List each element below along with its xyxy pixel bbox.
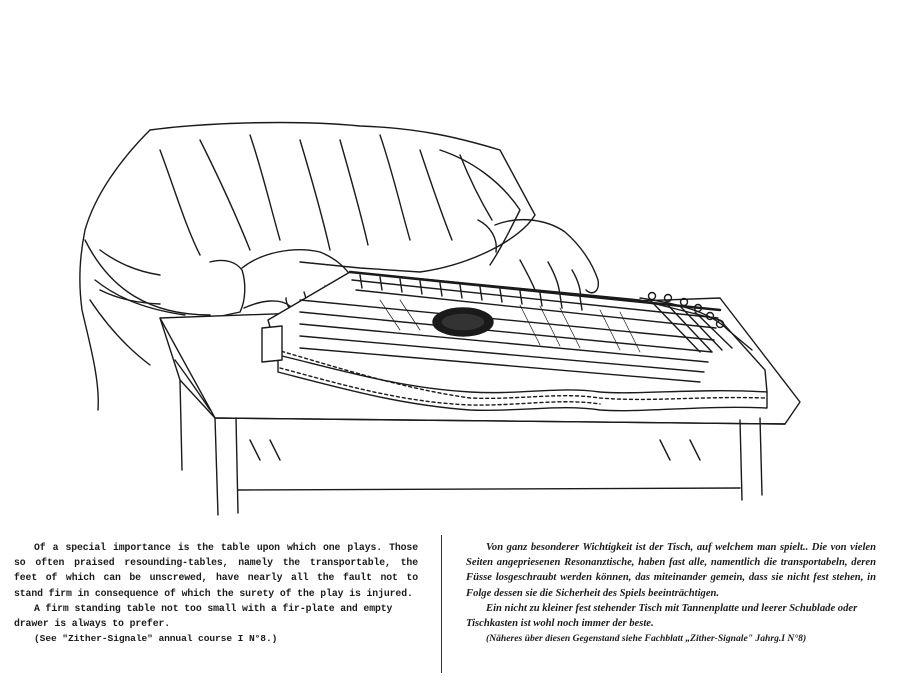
right-sleeve: [440, 150, 520, 265]
german-paragraph-1: Von ganz besonderer Wichtigkeit ist der Tisch, auf welchem man spielt.. Die von vielen Seiten angepriesenen Resonanztische, haben fast alle, namentlich die transportabeln, deren Füsse losgeschraubt werden können, das miteinander gemein, dass sie nicht fest stehen, in Folge dessen sie die Sicherheit des Spiels beeinträchtigen.: [466, 542, 876, 599]
german-paragraph-2: Ein nicht zu kleiner fest stehender Tisch mit Tannenplatte und leerer Schublade oder Tischkasten ist wohl noch immer der beste.: [466, 602, 858, 630]
left-sleeve: [85, 240, 245, 318]
english-text-column: [14, 540, 418, 646]
german-text-column: [466, 540, 876, 646]
column-divider: [441, 535, 442, 673]
english-paragraph-2: A firm standing table not too small with a fir-plate and empty drawer is always to prefer.: [14, 602, 393, 630]
english-reference-note: (See "Zither-Signale" annual course I N°8.): [34, 633, 278, 645]
english-paragraph-1: Of a special importance is the table upon which one plays. Those so often praised resounding-tables, namely the transportable, the feet of which can be unscrewed, have nearly all the fault not to stand firm in consequence of which the surety of the play is injured.: [14, 542, 418, 599]
german-reference-note: (Näheres über diesen Gegenstand siehe Fachblatt „Zither-Signale" Jahrg.I N°8): [486, 633, 807, 645]
